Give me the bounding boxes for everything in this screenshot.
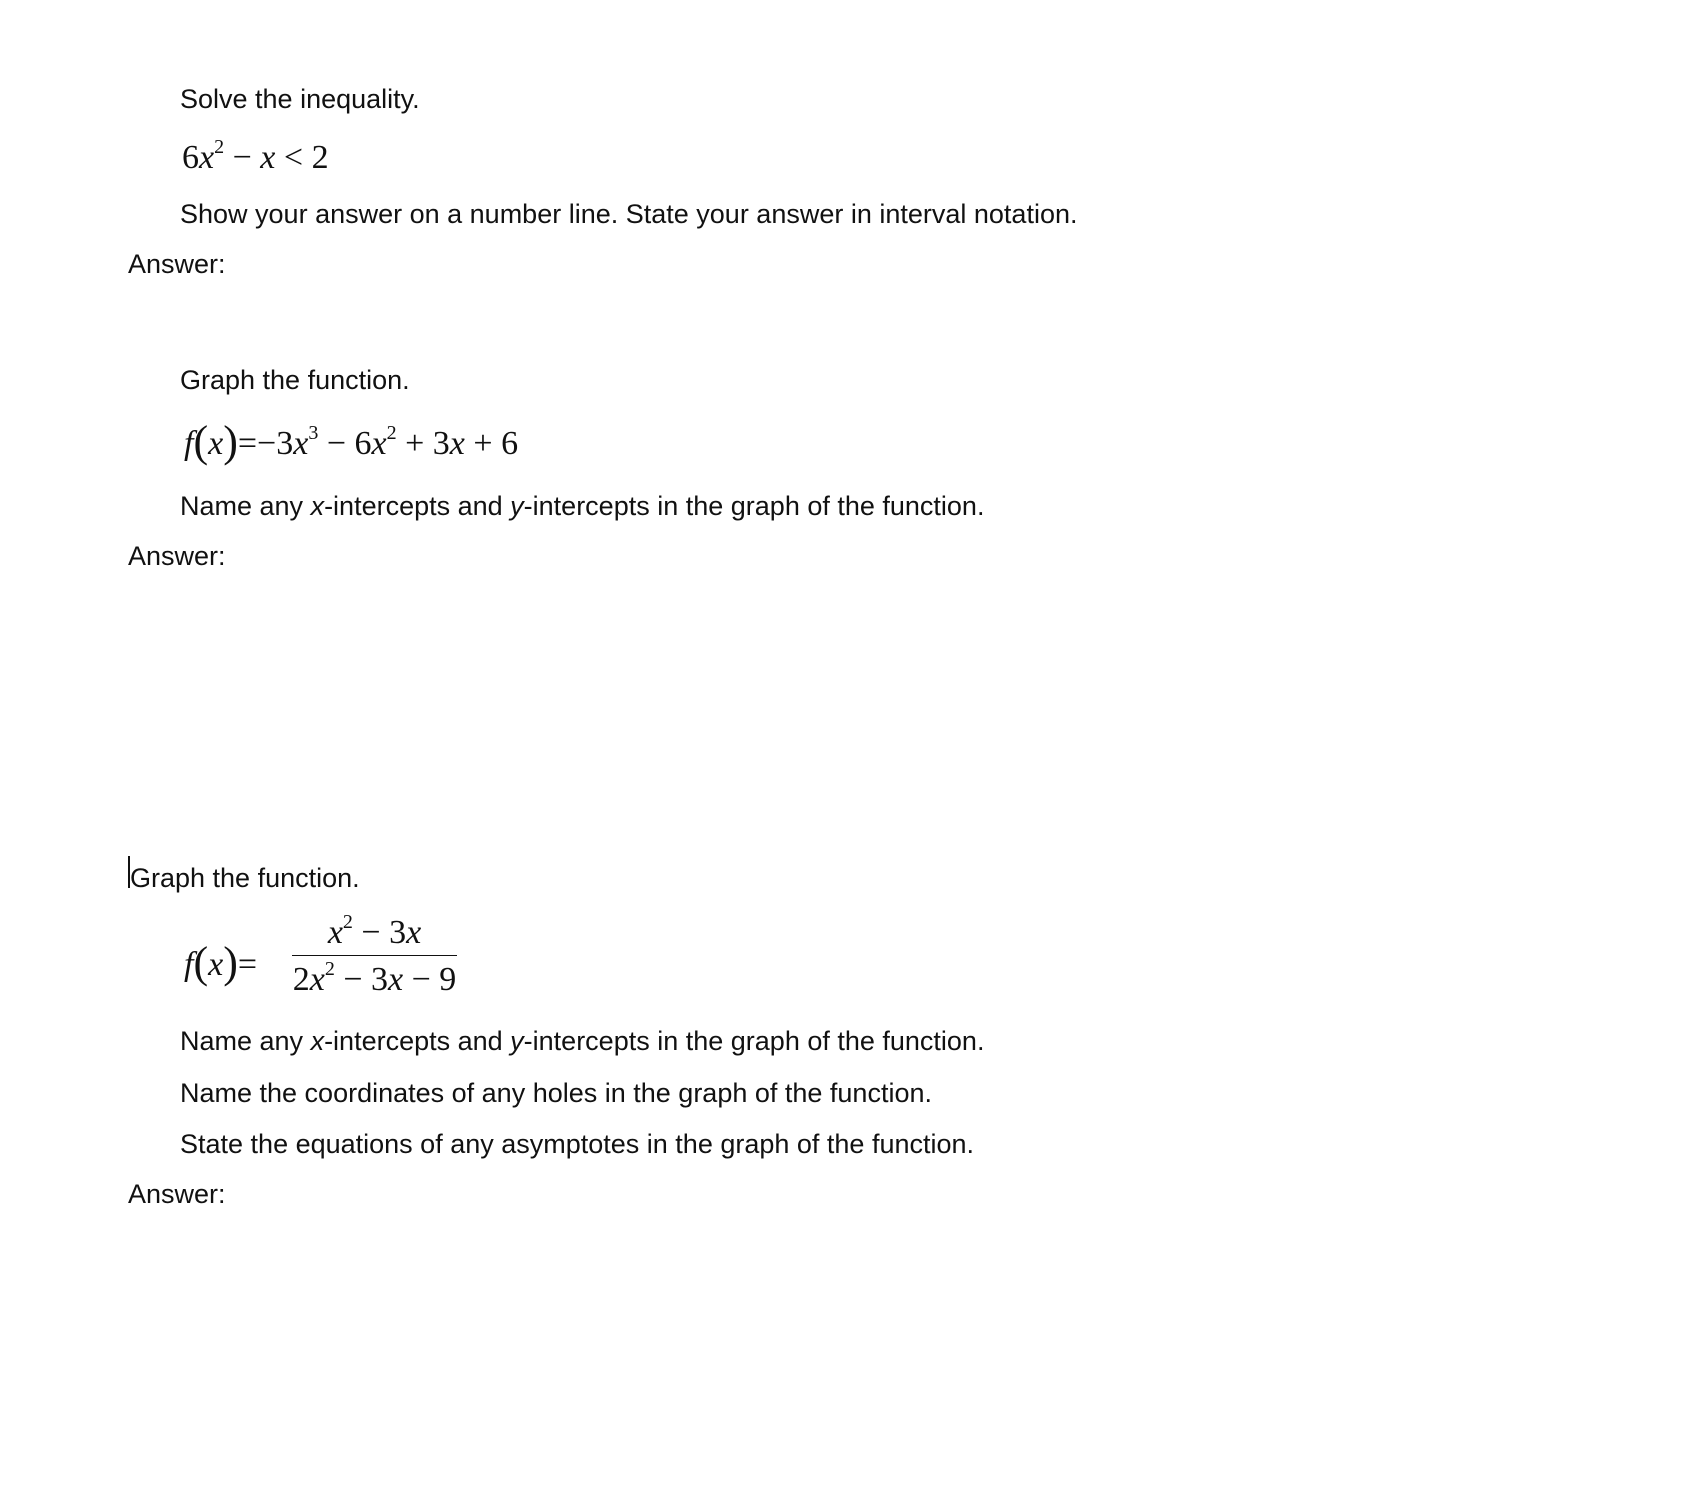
problem3-asymptotes: State the equations of any asymptotes in the graph of the function. — [180, 1129, 975, 1159]
problem1-answer-label: Answer: — [128, 249, 226, 279]
problem3-numerator: $x^2 - 3x$ — [327, 911, 422, 951]
problem1-inequality: $6x^2 - x < 2$ — [182, 136, 329, 176]
problem1-instruction: Solve the inequality. — [180, 84, 420, 114]
problem3-answer-label: Answer: — [128, 1179, 226, 1209]
problem3-function-lhs: f(x)= — [184, 938, 258, 987]
problem3-instruction: Graph the function. — [130, 863, 360, 893]
problem3-function — [184, 913, 484, 1013]
problem1-followup: Show your answer on a number line. State your answer in interval notation. — [180, 199, 1078, 229]
problem2-intercepts: Name any x-intercepts and y-intercepts in the graph of the function. — [180, 491, 985, 521]
problem2-function: $f(x)=-3x^3 - 6x^2 + 3x + 6$ — [184, 417, 519, 466]
problem3-fraction — [292, 913, 457, 1000]
problem2-instruction: Graph the function. — [180, 365, 410, 395]
problem3-holes: Name the coordinates of any holes in the graph of the function. — [180, 1078, 932, 1108]
problem2-answer-label: Answer: — [128, 541, 226, 571]
problem3-denominator: $2x^2 - 3x - 9$ — [292, 958, 457, 998]
problem3-intercepts: Name any x-intercepts and y-intercepts in the graph of the function. — [180, 1026, 985, 1056]
fraction-bar — [292, 955, 457, 956]
